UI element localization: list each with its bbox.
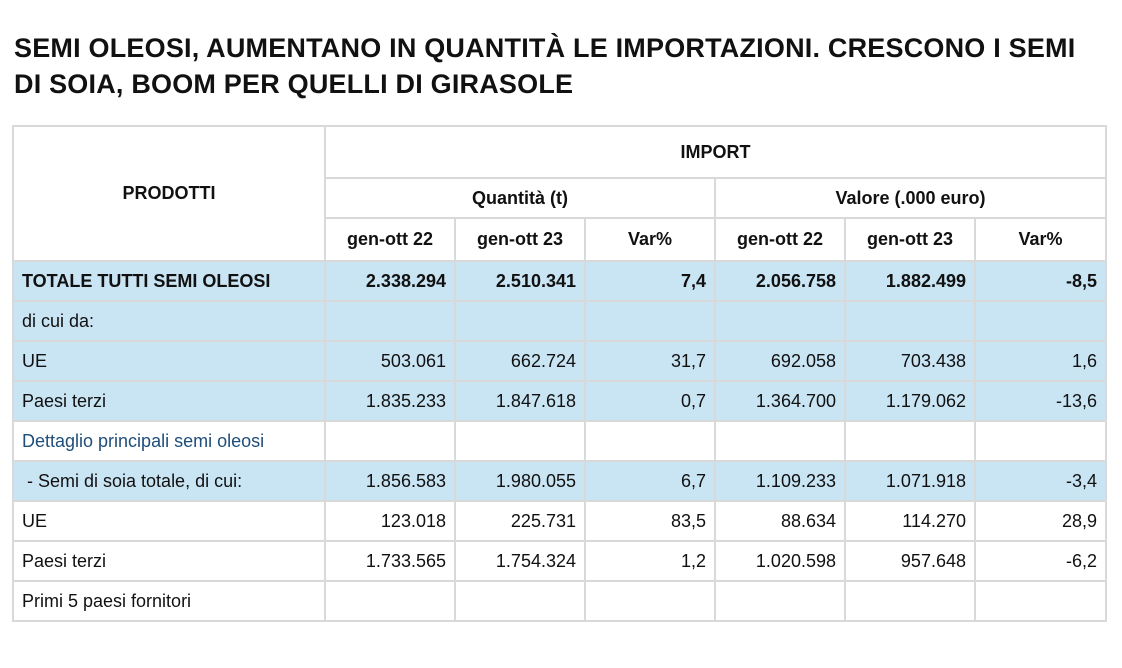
row-label: di cui da:: [13, 301, 325, 341]
row-label: UE: [13, 501, 325, 541]
row-label: Paesi terzi: [13, 541, 325, 581]
cell-value: 662.724: [455, 341, 585, 381]
page-title: SEMI OLEOSI, AUMENTANO IN QUANTITÀ LE IMPORTAZIONI. CRESCONO I SEMI DI SOIA, BOOM PER QUELLI DI GIRASOLE: [14, 33, 1076, 99]
cell-value: 2.338.294: [325, 261, 455, 301]
cell-value: 1.847.618: [455, 381, 585, 421]
import-table: [12, 125, 1107, 622]
row-label: TOTALE TUTTI SEMI OLEOSI: [13, 261, 325, 301]
cell-value: [975, 581, 1106, 621]
cell-value: -6,2: [975, 541, 1106, 581]
table-row: [13, 261, 1106, 301]
cell-value: 1.856.583: [325, 461, 455, 501]
row-label: UE: [13, 341, 325, 381]
cell-value: [845, 421, 975, 461]
cell-value: 83,5: [585, 501, 715, 541]
cell-value: 1,2: [585, 541, 715, 581]
row-label: Dettaglio principali semi oleosi: [13, 421, 325, 461]
cell-value: [715, 421, 845, 461]
table-row: [13, 301, 1106, 341]
table-row: [13, 341, 1106, 381]
cell-value: -13,6: [975, 381, 1106, 421]
cell-value: [325, 421, 455, 461]
cell-value: 1.980.055: [455, 461, 585, 501]
header-value: Valore (.000 euro): [715, 178, 1106, 218]
table-row: [13, 421, 1106, 461]
header-quantity: Quantità (t): [325, 178, 715, 218]
table-row: [13, 501, 1106, 541]
cell-value: 1.882.499: [845, 261, 975, 301]
cell-value: [325, 301, 455, 341]
cell-value: 88.634: [715, 501, 845, 541]
cell-value: 2.056.758: [715, 261, 845, 301]
cell-value: 1.754.324: [455, 541, 585, 581]
cell-value: 123.018: [325, 501, 455, 541]
row-label: Paesi terzi: [13, 381, 325, 421]
header-products: PRODOTTI: [13, 126, 325, 261]
cell-value: 1.020.598: [715, 541, 845, 581]
cell-value: 1.071.918: [845, 461, 975, 501]
cell-value: 7,4: [585, 261, 715, 301]
cell-value: 1.109.233: [715, 461, 845, 501]
cell-value: [975, 421, 1106, 461]
table-row: [13, 581, 1106, 621]
row-label: - Semi di soia totale, di cui:: [13, 461, 325, 501]
cell-value: [455, 421, 585, 461]
cell-value: [845, 301, 975, 341]
cell-value: [845, 581, 975, 621]
cell-value: [975, 301, 1106, 341]
cell-value: [585, 581, 715, 621]
table-row: [13, 461, 1106, 501]
cell-value: [715, 581, 845, 621]
row-label: Primi 5 paesi fornitori: [13, 581, 325, 621]
cell-value: 1.733.565: [325, 541, 455, 581]
cell-value: 1,6: [975, 341, 1106, 381]
cell-value: 703.438: [845, 341, 975, 381]
header-period: gen-ott 23: [455, 218, 585, 261]
cell-value: 31,7: [585, 341, 715, 381]
cell-value: [455, 581, 585, 621]
cell-value: [715, 301, 845, 341]
cell-value: 1.179.062: [845, 381, 975, 421]
cell-value: 503.061: [325, 341, 455, 381]
cell-value: 2.510.341: [455, 261, 585, 301]
cell-value: [455, 301, 585, 341]
table-row: [13, 541, 1106, 581]
header-period: gen-ott 23: [845, 218, 975, 261]
header-period: gen-ott 22: [715, 218, 845, 261]
cell-value: 0,7: [585, 381, 715, 421]
cell-value: 957.648: [845, 541, 975, 581]
cell-value: [585, 301, 715, 341]
cell-value: -3,4: [975, 461, 1106, 501]
cell-value: 114.270: [845, 501, 975, 541]
header-import: IMPORT: [325, 126, 1106, 178]
header-period: gen-ott 22: [325, 218, 455, 261]
cell-value: 1.364.700: [715, 381, 845, 421]
cell-value: 225.731: [455, 501, 585, 541]
cell-value: [325, 581, 455, 621]
cell-value: [585, 421, 715, 461]
cell-value: 1.835.233: [325, 381, 455, 421]
cell-value: 6,7: [585, 461, 715, 501]
header-period: Var%: [975, 218, 1106, 261]
header-period: Var%: [585, 218, 715, 261]
cell-value: 28,9: [975, 501, 1106, 541]
table-row: [13, 381, 1106, 421]
cell-value: -8,5: [975, 261, 1106, 301]
cell-value: 692.058: [715, 341, 845, 381]
